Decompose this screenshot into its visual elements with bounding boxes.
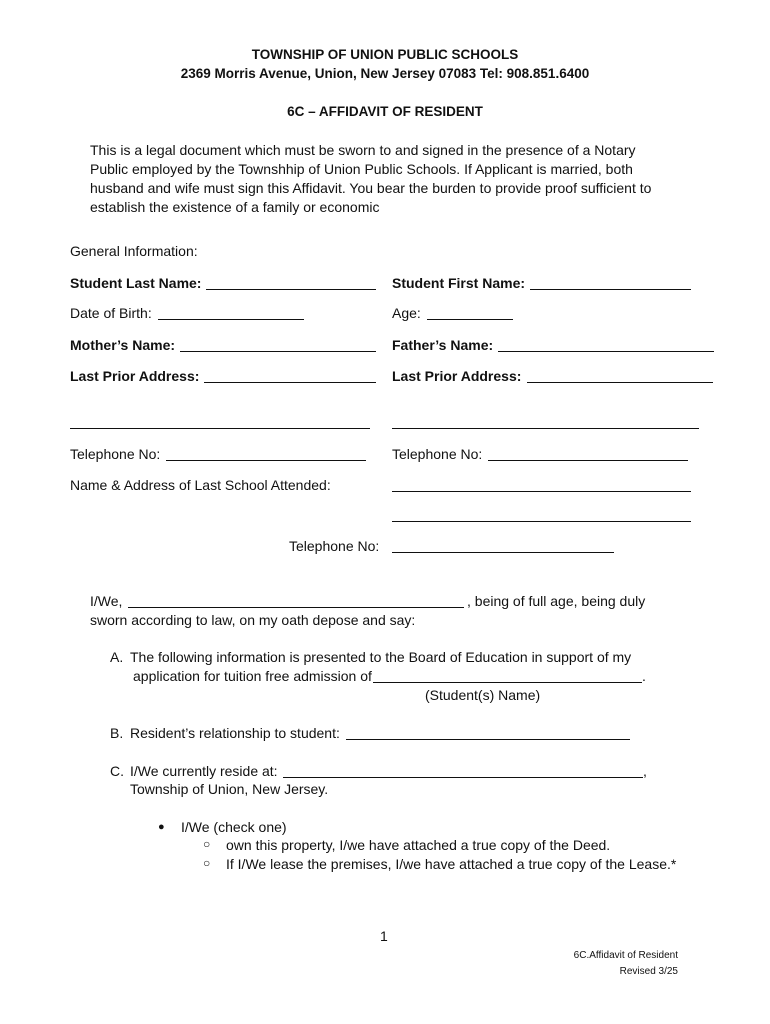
item-c-comma: , (643, 763, 647, 779)
telephone-right-label: Telephone No: (392, 446, 483, 462)
last-school-field-2[interactable] (392, 521, 691, 522)
option-lease-premises: If I/We lease the premises, I/we have attached a true copy of the Lease.* (226, 856, 677, 872)
age-field[interactable] (427, 319, 513, 320)
item-a-period: . (642, 668, 646, 684)
address-continuation-right-field[interactable] (392, 428, 699, 429)
intro-line-1: This is a legal document which must be sworn to and signed in the presence of a Notary (90, 142, 636, 158)
oath-iwe-label: I/We, (90, 593, 123, 609)
fathers-name-field[interactable] (498, 351, 714, 352)
org-name: TOWNSHIP OF UNION PUBLIC SCHOOLS (251, 47, 519, 62)
last-school-field-1[interactable] (392, 491, 691, 492)
telephone-left-label: Telephone No: (70, 446, 161, 462)
last-school-label: Name & Address of Last School Attended: (70, 477, 331, 493)
intro-line-2: Public employed by the Townshhip of Union Public Schools. If Applicant is married, both (90, 161, 633, 177)
last-prior-address-right-field[interactable] (527, 382, 713, 383)
age-label: Age: (392, 305, 421, 321)
date-of-birth-field[interactable] (158, 319, 304, 320)
bullet-icon: ● (158, 821, 165, 833)
footer-revised: Revised 3/25 (619, 966, 678, 977)
item-c-marker: C. (110, 763, 124, 779)
address-continuation-left-field[interactable] (70, 428, 370, 429)
item-c-line-2: Township of Union, New Jersey. (130, 781, 329, 797)
oath-sworn-text: sworn according to law, on my oath depose and say: (90, 612, 416, 628)
general-info-heading: General Information: (70, 243, 198, 259)
check-one-heading: I/We (check one) (181, 819, 287, 835)
fathers-name-label: Father’s Name: (392, 337, 494, 353)
school-telephone-label: Telephone No: (289, 538, 380, 554)
item-a-marker: A. (110, 649, 124, 665)
footer-doc-name: 6C.Affidavit of Resident (573, 950, 678, 961)
option-own-property: own this property, I/we have attached a true copy of the Deed. (226, 837, 611, 853)
page-number: 1 (380, 928, 388, 944)
circle-option-1-icon[interactable]: ○ (203, 837, 211, 851)
last-prior-address-right-label: Last Prior Address: (392, 368, 522, 384)
item-c-text: I/We currently reside at: (130, 763, 278, 779)
intro-line-3: husband and wife must sign this Affidavit. You bear the burden to provide proof sufficient to (90, 180, 652, 196)
student-first-name-field[interactable] (530, 289, 691, 290)
telephone-left-field[interactable] (166, 460, 366, 461)
oath-name-field[interactable] (128, 607, 464, 608)
student-names-field[interactable] (373, 682, 642, 683)
item-b-marker: B. (110, 725, 124, 741)
item-a-line-1: The following information is presented to the Board of Education in support of my (130, 649, 632, 665)
student-last-name-field[interactable] (206, 289, 376, 290)
org-address: 2369 Morris Avenue, Union, New Jersey 07083 Tel: 908.851.6400 (180, 66, 590, 81)
student-first-name-label: Student First Name: (392, 275, 526, 291)
residence-address-field[interactable] (283, 777, 643, 778)
date-of-birth-label: Date of Birth: (70, 305, 152, 321)
telephone-right-field[interactable] (488, 460, 688, 461)
mothers-name-field[interactable] (180, 351, 376, 352)
intro-line-4: establish the existence of a family or economic (90, 199, 380, 215)
student-names-caption: (Student(s) Name) (425, 687, 541, 703)
student-last-name-label: Student Last Name: (70, 275, 202, 291)
circle-option-2-icon[interactable]: ○ (203, 856, 211, 870)
last-prior-address-left-field[interactable] (204, 382, 376, 383)
item-a-line-2: application for tuition free admission of (133, 668, 372, 684)
mothers-name-label: Mother’s Name: (70, 337, 176, 353)
last-prior-address-left-label: Last Prior Address: (70, 368, 200, 384)
school-telephone-field[interactable] (392, 552, 614, 553)
relationship-field[interactable] (346, 739, 630, 740)
item-b-text: Resident’s relationship to student: (130, 725, 340, 741)
oath-being-of-age: , being of full age, being duly (467, 593, 646, 609)
form-title: 6C – AFFIDAVIT OF RESIDENT (287, 104, 483, 119)
